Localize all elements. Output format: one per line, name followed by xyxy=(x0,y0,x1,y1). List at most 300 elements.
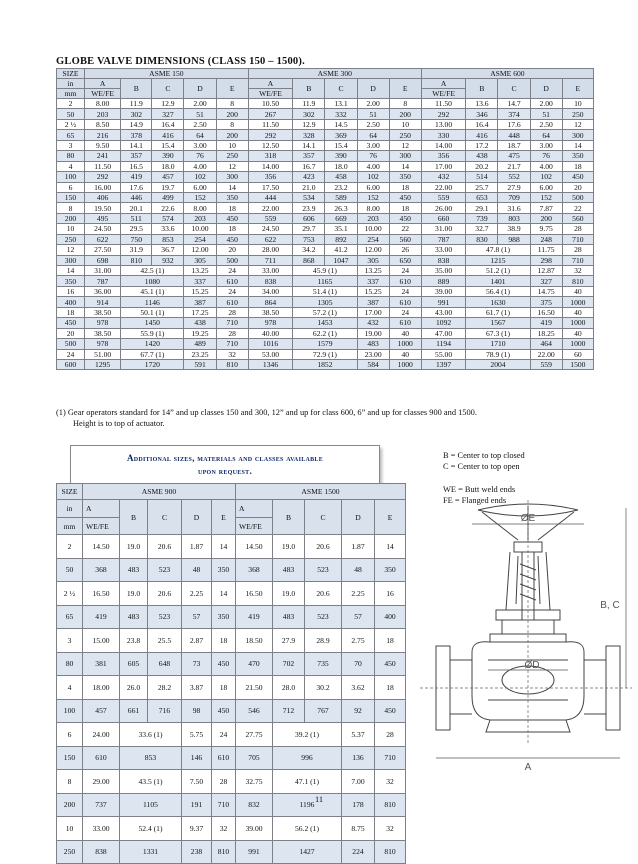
table-cell: 18 xyxy=(375,629,406,653)
table-cell: 32 xyxy=(375,817,406,841)
table-cell: 21.7 xyxy=(498,161,530,171)
table-cell: 18.0 xyxy=(152,161,184,171)
table-row xyxy=(57,558,406,582)
table-cell: 8 xyxy=(216,119,248,129)
table-cell: 15.25 xyxy=(357,286,389,296)
table-cell: 1427 xyxy=(273,840,342,864)
table-cell: 22 xyxy=(562,203,593,213)
table-cell: 1567 xyxy=(466,318,530,328)
table-cell: 18 xyxy=(216,203,248,213)
table-cell: 15.00 xyxy=(83,629,120,653)
table-cell: 810 xyxy=(216,359,248,369)
table-cell: 22.6 xyxy=(152,203,184,213)
col-b-header: B xyxy=(120,500,148,535)
table-cell: 48 xyxy=(182,558,212,582)
table-cell: 2.25 xyxy=(182,582,212,606)
table-cell: 500 xyxy=(562,192,593,202)
table-cell: 34.00 xyxy=(248,286,293,296)
table-cell: 6.00 xyxy=(530,182,562,192)
table-cell: 400 xyxy=(57,297,85,307)
table-cell: 2.00 xyxy=(184,99,216,109)
col-b-header: B xyxy=(121,79,152,99)
table-cell: 67.3 (1) xyxy=(466,328,530,338)
table-cell: 18.25 xyxy=(530,328,562,338)
table-cell: 464 xyxy=(530,339,562,349)
table-cell: 200 xyxy=(57,793,83,817)
table-cell: 450 xyxy=(212,699,236,723)
table-cell: 10 xyxy=(57,224,85,234)
table-cell: 610 xyxy=(216,297,248,307)
group-header-asme-600: ASME 600 xyxy=(421,69,593,79)
in-header: in xyxy=(57,500,83,518)
table-row xyxy=(57,151,594,161)
table-cell: 1397 xyxy=(421,359,466,369)
table-row xyxy=(57,192,594,202)
table-cell: 19.50 xyxy=(84,203,120,213)
table-cell: 12 xyxy=(216,161,248,171)
mm-header: mm xyxy=(57,89,85,99)
table-cell: 710 xyxy=(562,255,593,265)
table-cell: 51.2 (1) xyxy=(466,266,530,276)
table-cell: 15.25 xyxy=(184,286,216,296)
table-cell: 357 xyxy=(293,151,325,161)
table-cell: 50.1 (1) xyxy=(121,307,184,317)
table-row xyxy=(57,203,594,213)
table-cell: 17.00 xyxy=(357,307,389,317)
table-row xyxy=(57,276,594,286)
table-cell: 38.50 xyxy=(84,328,120,338)
wefe-header: WE/FE xyxy=(421,89,466,99)
table-cell: 62.2 (1) xyxy=(293,328,357,338)
table-cell: 20.6 xyxy=(305,535,342,559)
table-cell: 40 xyxy=(389,328,421,338)
table-cell: 610 xyxy=(389,297,421,307)
size-header: SIZE xyxy=(57,69,85,79)
table-cell: 1215 xyxy=(466,255,530,265)
table-cell: 332 xyxy=(325,109,357,119)
table-cell: 838 xyxy=(83,840,120,864)
table-cell: 13.1 xyxy=(325,99,357,109)
table-cell: 419 xyxy=(530,318,562,328)
table-cell: 13.00 xyxy=(421,119,466,129)
table-cell: 41.2 xyxy=(325,245,357,255)
table-cell: 26.00 xyxy=(421,203,466,213)
table-cell: 8.00 xyxy=(357,203,389,213)
table-cell: 892 xyxy=(325,234,357,244)
table-cell: 444 xyxy=(248,192,293,202)
table-cell: 20.2 xyxy=(466,161,498,171)
table-cell: 9.50 xyxy=(84,140,120,150)
table-cell: 14.75 xyxy=(530,286,562,296)
table-cell: 14 xyxy=(389,161,421,171)
table-cell: 39.00 xyxy=(421,286,466,296)
table-cell: 8 xyxy=(216,99,248,109)
table-cell: 9.37 xyxy=(182,817,212,841)
table-cell: 16.4 xyxy=(466,119,498,129)
table-cell: 20 xyxy=(57,328,85,338)
col-c-header: C xyxy=(152,79,184,99)
table-cell: 458 xyxy=(325,172,357,182)
table-cell: 48 xyxy=(342,558,375,582)
col-c-header: C xyxy=(325,79,357,99)
table-cell: 100 xyxy=(57,172,85,182)
table-cell: 16.4 xyxy=(152,119,184,129)
table-cell: 16.50 xyxy=(530,307,562,317)
table-cell: 19.0 xyxy=(273,535,305,559)
table-cell: 457 xyxy=(83,699,120,723)
table-cell: 390 xyxy=(152,151,184,161)
table-cell: 250 xyxy=(57,840,83,864)
table-cell: 369 xyxy=(325,130,357,140)
table-cell: 832 xyxy=(236,793,273,817)
table-cell: 31.6 xyxy=(498,203,530,213)
table-cell: 419 xyxy=(121,172,152,182)
label-bc: B, C xyxy=(600,600,620,611)
table-cell: 14.7 xyxy=(498,99,530,109)
table-cell: 416 xyxy=(152,130,184,140)
table-cell: 1401 xyxy=(466,276,530,286)
table-cell: 1000 xyxy=(562,339,593,349)
table-cell: 51 xyxy=(357,109,389,119)
table-cell: 254 xyxy=(357,234,389,244)
table-cell: 739 xyxy=(466,213,498,223)
legend-c: C = Center to top open xyxy=(443,462,520,471)
table-cell: 705 xyxy=(236,746,273,770)
table-cell: 523 xyxy=(148,558,182,582)
table-cell: 32 xyxy=(216,349,248,359)
table-cell: 14 xyxy=(562,140,593,150)
table-cell: 267 xyxy=(248,109,293,119)
table-cell: 12.50 xyxy=(248,140,293,150)
table-cell: 357 xyxy=(121,151,152,161)
table-cell: 1194 xyxy=(421,339,466,349)
table-cell: 32 xyxy=(212,817,236,841)
table-cell: 483 xyxy=(120,605,148,629)
table-row xyxy=(57,652,406,676)
table-cell: 450 xyxy=(375,652,406,676)
table-cell: 28 xyxy=(375,723,406,747)
table-cell: 606 xyxy=(293,213,325,223)
table-cell: 17.00 xyxy=(421,161,466,171)
page-title: GLOBE VALVE DIMENSIONS (CLASS 150 – 1500). xyxy=(56,56,305,67)
table-cell: 26.3 xyxy=(325,203,357,213)
additional-sizes-banner xyxy=(70,445,380,486)
table-cell: 2004 xyxy=(466,359,530,369)
table-cell: 7.50 xyxy=(182,770,212,794)
table-cell: 3 xyxy=(57,629,83,653)
col-b-header: B xyxy=(273,500,305,535)
col-d-header: D xyxy=(184,79,216,99)
table-cell: 18.0 xyxy=(325,161,357,171)
table-cell: 22.00 xyxy=(248,203,293,213)
table-cell: 810 xyxy=(375,793,406,817)
table-cell: 4.00 xyxy=(357,161,389,171)
table-cell: 203 xyxy=(184,213,216,223)
table-cell: 24 xyxy=(389,266,421,276)
table-cell: 787 xyxy=(84,276,120,286)
table-cell: 914 xyxy=(84,297,120,307)
table-cell: 1165 xyxy=(293,276,357,286)
table-cell: 483 xyxy=(273,558,305,582)
table-cell: 38.9 xyxy=(498,224,530,234)
table-cell: 350 xyxy=(212,558,236,582)
table-cell: 8.00 xyxy=(184,203,216,213)
table-cell: 35.00 xyxy=(421,266,466,276)
table-cell: 2 ½ xyxy=(57,582,83,606)
table-cell: 350 xyxy=(216,192,248,202)
table-cell: 57 xyxy=(342,605,375,629)
banner-line-1: Additional sizes, materials and classes available xyxy=(126,453,324,463)
table-cell: 16.00 xyxy=(84,182,120,192)
table-cell: 483 xyxy=(120,558,148,582)
table-cell: 18 xyxy=(375,676,406,700)
table-cell: 27.9 xyxy=(273,629,305,653)
table-cell: 11.9 xyxy=(293,99,325,109)
table-cell: 80 xyxy=(57,151,85,161)
table-cell: 475 xyxy=(498,151,530,161)
table-cell: 1720 xyxy=(121,359,184,369)
table-cell: 20.6 xyxy=(148,582,182,606)
table-cell: 523 xyxy=(305,558,342,582)
table-cell: 45.9 (1) xyxy=(293,266,357,276)
table-cell: 8 xyxy=(389,99,421,109)
table-cell: 23.9 xyxy=(293,203,325,213)
table-cell: 2.00 xyxy=(530,99,562,109)
table-cell: 560 xyxy=(562,213,593,223)
table-cell: 622 xyxy=(248,234,293,244)
table-cell: 864 xyxy=(248,297,293,307)
table-cell: 660 xyxy=(421,213,466,223)
table-cell: 432 xyxy=(421,172,466,182)
table-cell: 55.9 (1) xyxy=(121,328,184,338)
table-cell: 3.00 xyxy=(530,140,562,150)
table-cell: 29.00 xyxy=(83,770,120,794)
table-cell: 3.62 xyxy=(342,676,375,700)
table-cell: 737 xyxy=(83,793,120,817)
table-cell: 432 xyxy=(357,318,389,328)
table-cell: 1.87 xyxy=(182,535,212,559)
table-cell: 12.87 xyxy=(530,266,562,276)
table-cell: 11.50 xyxy=(248,119,293,129)
table-cell: 16.50 xyxy=(83,582,120,606)
table-cell: 25.5 xyxy=(148,629,182,653)
table-cell: 610 xyxy=(212,746,236,770)
table-cell: 1420 xyxy=(121,339,184,349)
table-cell: 24 xyxy=(57,349,85,359)
table-cell: 102 xyxy=(357,172,389,182)
col-e-header: E xyxy=(389,79,421,99)
table-cell: 753 xyxy=(293,234,325,244)
table-cell: 4.00 xyxy=(530,161,562,171)
table-cell: 102 xyxy=(184,172,216,182)
table-cell: 65 xyxy=(57,605,83,629)
table-cell: 50 xyxy=(57,558,83,582)
table-cell: 450 xyxy=(212,652,236,676)
table-cell: 483 xyxy=(273,605,305,629)
table-cell: 203 xyxy=(84,109,120,119)
table-cell: 419 xyxy=(236,605,273,629)
table-row xyxy=(57,99,594,109)
table-cell: 356 xyxy=(248,172,293,182)
table-cell: 2.87 xyxy=(182,629,212,653)
table-cell: 457 xyxy=(152,172,184,182)
table-cell: 6.00 xyxy=(357,182,389,192)
col-a-header: A xyxy=(421,79,466,89)
table-cell: 605 xyxy=(120,652,148,676)
table-cell: 2 ½ xyxy=(57,119,85,129)
table-cell: 60 xyxy=(562,349,593,359)
table-cell: 3.00 xyxy=(357,140,389,150)
table-cell: 28.9 xyxy=(305,629,342,653)
table-cell: 17.6 xyxy=(498,119,530,129)
table-cell: 34.2 xyxy=(293,245,325,255)
table-cell: 17.6 xyxy=(121,182,152,192)
table-cell: 810 xyxy=(121,255,152,265)
legend-fe: FE = Flanged ends xyxy=(443,496,507,505)
table-cell: 810 xyxy=(562,276,593,286)
table-cell: 28.0 xyxy=(273,676,305,700)
table-cell: 14.9 xyxy=(121,119,152,129)
table-cell: 76 xyxy=(530,151,562,161)
table-cell: 991 xyxy=(421,297,466,307)
table-cell: 80 xyxy=(57,652,83,676)
table-cell: 102 xyxy=(530,172,562,182)
table-cell: 650 xyxy=(389,255,421,265)
table-cell: 7.00 xyxy=(342,770,375,794)
table-cell: 24.50 xyxy=(84,224,120,234)
table-cell: 35.1 xyxy=(325,224,357,234)
table-cell: 32.75 xyxy=(236,770,273,794)
label-a: A xyxy=(524,762,532,773)
table-cell: 716 xyxy=(148,699,182,723)
col-d-header: D xyxy=(182,500,212,535)
table-cell: 1346 xyxy=(248,359,293,369)
group-header-asme-150: ASME 150 xyxy=(84,69,248,79)
table-cell: 450 xyxy=(57,318,85,328)
table-cell: 152 xyxy=(530,192,562,202)
table-cell: 17.2 xyxy=(466,140,498,150)
table-row xyxy=(57,234,594,244)
table-cell: 38.50 xyxy=(248,307,293,317)
table-cell: 21.0 xyxy=(293,182,325,192)
table-cell: 448 xyxy=(498,130,530,140)
table-cell: 56.2 (1) xyxy=(273,817,342,841)
table-cell: 13.25 xyxy=(357,266,389,276)
table-row xyxy=(57,172,594,182)
table-cell: 559 xyxy=(530,359,562,369)
table-cell: 40 xyxy=(562,328,593,338)
table-cell: 24 xyxy=(212,723,236,747)
table-cell: 250 xyxy=(57,234,85,244)
table-cell: 514 xyxy=(466,172,498,182)
table-cell: 38.50 xyxy=(84,307,120,317)
table-cell: 18 xyxy=(389,182,421,192)
table-cell: 22 xyxy=(389,224,421,234)
table-row xyxy=(57,307,594,317)
table-cell: 200 xyxy=(57,213,85,223)
table-cell: 669 xyxy=(325,213,357,223)
table-cell: 610 xyxy=(83,746,120,770)
table-cell: 787 xyxy=(421,234,466,244)
table-cell: 8 xyxy=(57,203,85,213)
class-150-600-dimensions-table xyxy=(56,68,594,370)
table-cell: 300 xyxy=(57,255,85,265)
table-cell: 20 xyxy=(562,182,593,192)
table-cell: 3.87 xyxy=(182,676,212,700)
table-cell: 28 xyxy=(216,328,248,338)
table-cell: 33.00 xyxy=(421,245,466,255)
table-cell: 18.7 xyxy=(498,140,530,150)
table-row xyxy=(57,817,406,841)
table-row xyxy=(57,161,594,171)
table-cell: 838 xyxy=(248,276,293,286)
table-cell: 12.00 xyxy=(357,245,389,255)
table-cell: 7.87 xyxy=(530,203,562,213)
table-cell: 1630 xyxy=(466,297,530,307)
footnote xyxy=(56,407,596,429)
table-cell: 152 xyxy=(184,192,216,202)
page-number: 11 xyxy=(314,795,324,804)
table-cell: 27.75 xyxy=(236,723,273,747)
table-cell: 346 xyxy=(466,109,498,119)
table-cell: 1080 xyxy=(121,276,184,286)
wefe-header: WE/FE xyxy=(236,518,273,535)
table-cell: 350 xyxy=(375,558,406,582)
table-cell: 13.25 xyxy=(184,266,216,276)
table-cell: 838 xyxy=(421,255,466,265)
table-cell: 19.0 xyxy=(120,535,148,559)
table-cell: 47.8 (1) xyxy=(466,245,530,255)
table-cell: 20 xyxy=(216,245,248,255)
table-cell: 3.00 xyxy=(184,140,216,150)
table-cell: 889 xyxy=(421,276,466,286)
table-cell: 64 xyxy=(530,130,562,140)
table-cell: 250 xyxy=(562,109,593,119)
table-cell: 12.9 xyxy=(152,99,184,109)
table-cell: 8.50 xyxy=(84,119,120,129)
table-cell: 18 xyxy=(57,307,85,317)
table-row xyxy=(57,130,594,140)
table-cell: 76 xyxy=(357,151,389,161)
table-cell: 28 xyxy=(216,307,248,317)
table-cell: 4.00 xyxy=(184,161,216,171)
table-cell: 56.4 (1) xyxy=(466,286,530,296)
col-d-header: D xyxy=(342,500,375,535)
col-a-header: A xyxy=(248,79,293,89)
table-cell: 26 xyxy=(389,245,421,255)
table-cell: 23.8 xyxy=(120,629,148,653)
table-cell: 11.50 xyxy=(84,161,120,171)
table-cell: 248 xyxy=(530,234,562,244)
table-cell: 53.00 xyxy=(248,349,293,359)
table-cell: 26.0 xyxy=(120,676,148,700)
table-cell: 4 xyxy=(57,676,83,700)
table-cell: 16 xyxy=(375,582,406,606)
table-cell: 17.25 xyxy=(184,307,216,317)
col-d-header: D xyxy=(530,79,562,99)
table-cell: 932 xyxy=(152,255,184,265)
table-cell: 810 xyxy=(375,840,406,864)
table-cell: 39.2 (1) xyxy=(273,723,342,747)
table-cell: 40 xyxy=(562,286,593,296)
table-cell: 390 xyxy=(325,151,357,161)
table-cell: 735 xyxy=(305,652,342,676)
table-cell: 2.50 xyxy=(357,119,389,129)
table-cell: 29.1 xyxy=(466,203,498,213)
table-cell: 15.4 xyxy=(325,140,357,150)
table-row xyxy=(57,224,594,234)
table-row xyxy=(57,255,594,265)
